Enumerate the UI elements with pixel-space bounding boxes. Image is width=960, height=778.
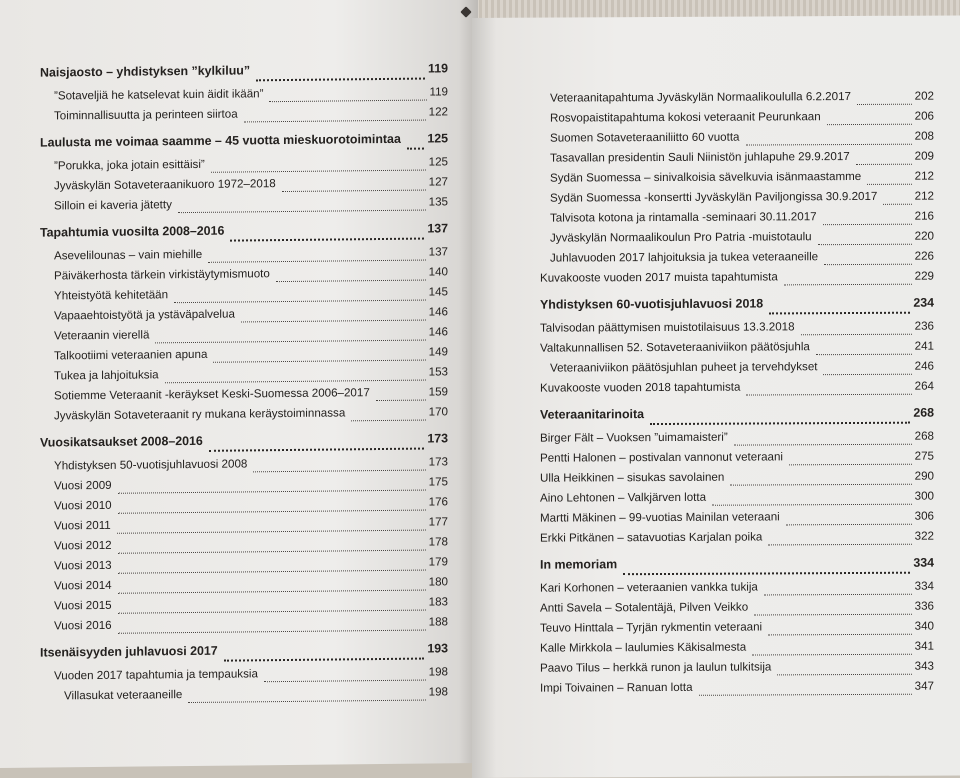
toc-entry-title: Naisjaosto – yhdistyksen ”kylkiluu” xyxy=(40,63,251,80)
dot-leader xyxy=(824,263,912,265)
toc-page-number: 246 xyxy=(914,359,934,373)
toc-page-number: 170 xyxy=(428,405,448,419)
toc-entry-title: Valtakunnallisen 52. Sotaveteraaniviikon päätösjuhla xyxy=(540,340,810,355)
dot-leader xyxy=(118,609,426,614)
toc-page-number: 119 xyxy=(429,85,448,99)
toc-page-number: 236 xyxy=(914,319,934,333)
toc-page-number: 343 xyxy=(914,659,934,673)
toc-entry-title: Sydän Suomessa – sinivalkoisia sävelkuvia isänmaastamme xyxy=(550,169,862,185)
toc-entry xyxy=(40,685,448,709)
toc-entry xyxy=(540,110,934,132)
toc-page-number: 173 xyxy=(427,431,448,446)
dot-leader xyxy=(213,359,425,363)
toc-entry-title: Jyväskylän Sotaveteraanikuoro 1972–2018 xyxy=(54,177,276,193)
toc-entry-title: Vuosi 2015 xyxy=(54,598,112,613)
toc-entry xyxy=(540,600,934,622)
toc-page-number: 306 xyxy=(914,509,934,523)
toc-page-number: 216 xyxy=(914,209,934,223)
toc-page-number: 341 xyxy=(914,639,934,653)
dot-leader xyxy=(118,549,426,554)
toc-page-number: 322 xyxy=(914,529,934,543)
toc-entry xyxy=(540,580,934,602)
dot-leader xyxy=(856,163,912,165)
dot-leader xyxy=(117,529,426,534)
toc-page-number: 125 xyxy=(427,131,448,146)
dot-leader xyxy=(376,399,426,402)
dot-leader xyxy=(784,283,912,286)
toc-page-number: 206 xyxy=(914,109,934,123)
dot-leader xyxy=(188,699,425,703)
toc-page-number: 226 xyxy=(914,249,934,263)
toc-entry-title: Paavo Tilus – herkkä runon ja laulun tulkitsija xyxy=(540,660,772,675)
dot-leader xyxy=(351,419,425,422)
dot-leader xyxy=(789,463,912,466)
toc-entry-title: Teuvo Hinttala – Tyrjän rykmentin veteraani xyxy=(540,620,763,635)
dot-leader xyxy=(768,633,912,636)
toc-page-number: 198 xyxy=(428,685,448,699)
toc-entry-title: Talvisota kotona ja rintamalla -seminaari 30.11.2017 xyxy=(550,210,817,225)
dot-leader xyxy=(883,203,911,205)
toc-entry-title: Villasukat veteraaneille xyxy=(64,688,183,703)
dot-leader xyxy=(178,209,426,214)
dot-leader xyxy=(623,570,910,575)
dot-leader xyxy=(276,279,426,283)
toc-entry xyxy=(540,170,934,192)
toc-entry-title: Talvisodan päättymisen muistotilaisuus 13.3.2018 xyxy=(540,320,795,335)
dot-leader xyxy=(769,310,910,314)
toc-entry xyxy=(540,150,934,172)
dot-leader xyxy=(823,223,912,225)
toc-entry-title: In memoriam xyxy=(540,557,618,572)
toc-page-number: 229 xyxy=(914,269,934,283)
toc-entry-title: Antti Savela – Sotalentäjä, Pilven Veikko xyxy=(540,600,749,615)
dot-leader xyxy=(264,679,426,683)
dot-leader xyxy=(244,119,426,123)
toc-entry-title: Rosvopaistitapahtuma kokosi veteraanit Peurunkaan xyxy=(550,110,821,125)
toc-entry xyxy=(540,620,934,642)
toc-section-heading xyxy=(540,556,934,582)
toc-page-number: 193 xyxy=(427,641,448,656)
toc-entry-title: Laulusta me voimaa saamme – 45 vuotta mieskuorotoimintaa xyxy=(40,131,401,150)
toc-page-number: 208 xyxy=(914,129,934,143)
toc-entry xyxy=(540,470,934,492)
dot-leader xyxy=(777,673,911,676)
toc-entry-title: Vuosi 2011 xyxy=(54,518,111,533)
toc-entry-title: Veteraanitarinoita xyxy=(540,407,644,422)
toc-page-number: 180 xyxy=(428,575,448,589)
toc-entry-title: Kuvakooste vuoden 2018 tapahtumista xyxy=(540,380,741,395)
toc-page-number: 275 xyxy=(914,449,934,463)
toc-entry xyxy=(540,190,934,212)
toc-entry-title: Vuosi 2010 xyxy=(54,498,112,513)
toc-section-heading xyxy=(540,296,934,322)
toc-page-number: 178 xyxy=(428,535,448,549)
dot-leader xyxy=(712,503,912,506)
toc-page-number: 159 xyxy=(428,385,448,399)
toc-entry-title: Asevelilounas – vain miehille xyxy=(54,247,203,263)
toc-entry-title: Vapaaehtoistyötä ja ystäväpalvelua xyxy=(54,307,235,323)
toc-entry-title: Itsenäisyyden juhlavuosi 2017 xyxy=(40,643,218,660)
dot-leader xyxy=(867,183,911,185)
dot-leader xyxy=(786,523,912,526)
toc-entry-title: Veteraanin vierellä xyxy=(54,328,150,343)
toc-entry xyxy=(540,510,934,532)
toc-entry-title: Vuosi 2012 xyxy=(54,538,112,553)
toc-page-number: 140 xyxy=(428,265,448,279)
toc-entry-title: Impi Toivainen – Ranuan lotta xyxy=(540,680,693,695)
toc-page-number: 149 xyxy=(428,345,448,359)
toc-entry xyxy=(540,380,934,402)
toc-entry xyxy=(540,450,934,472)
dot-leader xyxy=(174,299,426,304)
right-toc-list xyxy=(540,90,934,702)
dot-leader xyxy=(699,693,912,696)
toc-page-number: 347 xyxy=(914,679,934,693)
dot-leader xyxy=(752,653,911,656)
toc-page-number: 241 xyxy=(914,339,934,353)
toc-entry-title: Aino Lehtonen – Valkjärven lotta xyxy=(540,490,707,505)
toc-entry-title: Tapahtumia vuosilta 2008–2016 xyxy=(40,223,225,240)
toc-entry xyxy=(40,405,448,429)
dot-leader xyxy=(746,143,912,146)
toc-page-number: 176 xyxy=(428,495,448,509)
toc-entry-title: Päiväkerhosta tärkein virkistäytymismuoto xyxy=(54,267,270,283)
toc-entry-title: ”Porukka, joka jotain esittäisi” xyxy=(54,157,205,173)
toc-entry xyxy=(540,270,934,292)
toc-page-number: 334 xyxy=(914,579,934,593)
toc-entry-title: Ulla Heikkinen – sisukas savolainen xyxy=(540,470,725,485)
toc-entry-title: Suomen Sotaveteraaniliitto 60 vuotta xyxy=(550,130,740,145)
toc-page-number: 137 xyxy=(428,245,448,259)
dot-leader xyxy=(730,483,911,486)
dot-leader xyxy=(816,353,912,356)
right-page xyxy=(472,15,960,778)
toc-entry xyxy=(540,210,934,232)
toc-section-heading xyxy=(540,406,934,432)
toc-entry xyxy=(40,105,448,129)
toc-page-number: 177 xyxy=(428,515,448,529)
toc-entry-title: Vuosikatsaukset 2008–2016 xyxy=(40,433,203,450)
toc-entry-title: Yhdistyksen 50-vuotisjuhlavuosi 2008 xyxy=(54,457,248,473)
dot-leader xyxy=(256,76,425,81)
toc-entry-title: Tasavallan presidentin Sauli Niinistön juhlapuhe 29.9.2017 xyxy=(550,150,850,165)
toc-entry xyxy=(540,320,934,342)
toc-page-number: 290 xyxy=(914,469,934,483)
toc-page-number: 340 xyxy=(914,619,934,633)
dot-leader xyxy=(857,103,912,105)
dot-leader xyxy=(734,443,912,446)
toc-entry-title: Silloin ei kaveria jätetty xyxy=(54,198,172,213)
toc-page-number: 146 xyxy=(428,305,448,319)
dot-leader xyxy=(211,169,426,173)
dot-leader xyxy=(118,509,426,514)
toc-entry-title: Vuosi 2016 xyxy=(54,618,112,633)
toc-page-number: 137 xyxy=(427,221,448,236)
dot-leader xyxy=(155,339,425,344)
dot-leader xyxy=(118,629,426,634)
dot-leader xyxy=(823,373,911,375)
dot-leader xyxy=(801,333,912,336)
toc-entry-title: Vuoden 2017 tapahtumia ja tempauksia xyxy=(54,667,258,683)
toc-page-number: 198 xyxy=(428,665,448,679)
toc-entry-title: Martti Mäkinen – 99-vuotias Mainilan veteraani xyxy=(540,510,780,525)
toc-entry-title: Talkootiimi veteraanien apuna xyxy=(54,347,208,363)
toc-page-number: 234 xyxy=(913,295,934,310)
toc-entry-title: Juhlavuoden 2017 lahjoituksia ja tukea veteraaneille xyxy=(550,250,819,265)
toc-entry-title: Kari Korhonen – veteraanien vankka tukija xyxy=(540,580,758,595)
toc-page-number: 135 xyxy=(428,195,448,209)
dot-leader xyxy=(764,593,912,596)
toc-page-number: 268 xyxy=(913,405,934,420)
toc-page-number: 146 xyxy=(428,325,448,339)
toc-entry xyxy=(40,615,448,639)
dot-leader xyxy=(224,656,425,661)
toc-page-number: 179 xyxy=(428,555,448,569)
toc-entry-title: Kuvakooste vuoden 2017 muista tapahtumista xyxy=(540,270,778,285)
dot-leader xyxy=(768,543,911,546)
toc-page-number: 209 xyxy=(914,149,934,163)
toc-entry xyxy=(540,660,934,682)
toc-entry xyxy=(540,680,934,702)
dot-leader xyxy=(407,146,424,149)
toc-entry xyxy=(540,430,934,452)
toc-page-number: 336 xyxy=(914,599,934,613)
dot-leader xyxy=(241,319,426,323)
left-page xyxy=(0,0,478,768)
toc-entry-title: Tukea ja lahjoituksia xyxy=(54,368,159,383)
dot-leader xyxy=(650,420,910,424)
toc-page-number: 212 xyxy=(914,189,934,203)
toc-page-number: 119 xyxy=(428,61,448,76)
toc-page-number: 334 xyxy=(913,555,934,570)
dot-leader xyxy=(208,259,425,263)
toc-entry-title: Jyväskylän Normaalikoulun Pro Patria -muistotaulu xyxy=(550,230,812,245)
toc-entry-title: ”Sotaveljiä he katselevat kuin äidit ikään” xyxy=(54,87,264,103)
toc-page-number: 173 xyxy=(428,455,448,469)
toc-entry-title: Sotiemme Veteraanit -keräykset Keski-Suomessa 2006–2017 xyxy=(54,386,370,403)
toc-page-number: 202 xyxy=(914,89,934,103)
toc-page-number: 122 xyxy=(428,105,448,119)
dot-leader xyxy=(253,469,425,473)
toc-page-number: 175 xyxy=(428,475,448,489)
dot-leader xyxy=(118,589,426,594)
toc-page-number: 153 xyxy=(428,365,448,379)
toc-entry xyxy=(540,490,934,512)
toc-entry-title: Yhdistyksen 60-vuotisjuhlavuosi 2018 xyxy=(540,296,764,312)
toc-entry-title: Kalle Mirkkola – laulumies Käkisalmesta xyxy=(540,640,747,655)
dot-leader xyxy=(282,189,426,193)
toc-entry-title: Birger Fält – Vuoksen ”uimamaisteri” xyxy=(540,430,728,445)
dot-leader xyxy=(165,379,426,384)
toc-page-number: 300 xyxy=(914,489,934,503)
dot-leader xyxy=(118,569,426,574)
toc-entry-title: Jyväskylän Sotaveteraanit ry mukana keräystoiminnassa xyxy=(54,406,346,423)
toc-entry xyxy=(540,250,934,272)
toc-page-number: 125 xyxy=(428,155,448,169)
toc-entry-title: Erkki Pitkänen – satavuotias Karjalan poika xyxy=(540,530,763,545)
dot-leader xyxy=(746,393,911,396)
dot-leader xyxy=(230,236,424,241)
dot-leader xyxy=(269,99,426,103)
toc-entry xyxy=(540,530,934,552)
toc-entry-title: Pentti Halonen – postivalan vannonut veteraani xyxy=(540,450,783,465)
toc-entry-title: Sydän Suomessa -konsertti Jyväskylän Paviljongissa 30.9.2017 xyxy=(550,189,878,205)
toc-entry xyxy=(540,360,934,382)
toc-entry-title: Veteraanitapahtuma Jyväskylän Normaalikoululla 6.2.2017 xyxy=(550,90,851,105)
toc-entry-title: Vuosi 2013 xyxy=(54,558,112,573)
toc-entry-title: Toiminnallisuutta ja perinteen siirtoa xyxy=(54,107,238,123)
toc-entry xyxy=(540,230,934,252)
toc-entry-title: Veteraaniviikon päätösjuhlan puheet ja tervehdykset xyxy=(550,360,818,375)
toc-entry xyxy=(540,130,934,152)
toc-entry-title: Yhteistyötä kehitetään xyxy=(54,288,169,303)
toc-entry-title: Vuosi 2009 xyxy=(54,478,112,493)
dot-leader xyxy=(754,613,911,616)
toc-page-number: 188 xyxy=(428,615,448,629)
dot-leader xyxy=(827,123,912,125)
toc-entry-title: Vuosi 2014 xyxy=(54,578,112,593)
toc-entry xyxy=(540,340,934,362)
left-toc-list xyxy=(40,55,448,709)
toc-page-number: 212 xyxy=(914,169,934,183)
toc-page-number: 268 xyxy=(914,429,934,443)
toc-page-number: 220 xyxy=(914,229,934,243)
toc-page-number: 145 xyxy=(428,285,448,299)
toc-page-number: 183 xyxy=(428,595,448,609)
dot-leader xyxy=(818,243,912,245)
dot-leader xyxy=(118,489,426,494)
toc-entry xyxy=(40,195,448,219)
toc-entry xyxy=(540,90,934,112)
toc-page-number: 127 xyxy=(428,175,448,189)
toc-page-number: 264 xyxy=(914,379,934,393)
toc-entry xyxy=(540,640,934,662)
dot-leader xyxy=(209,446,425,451)
